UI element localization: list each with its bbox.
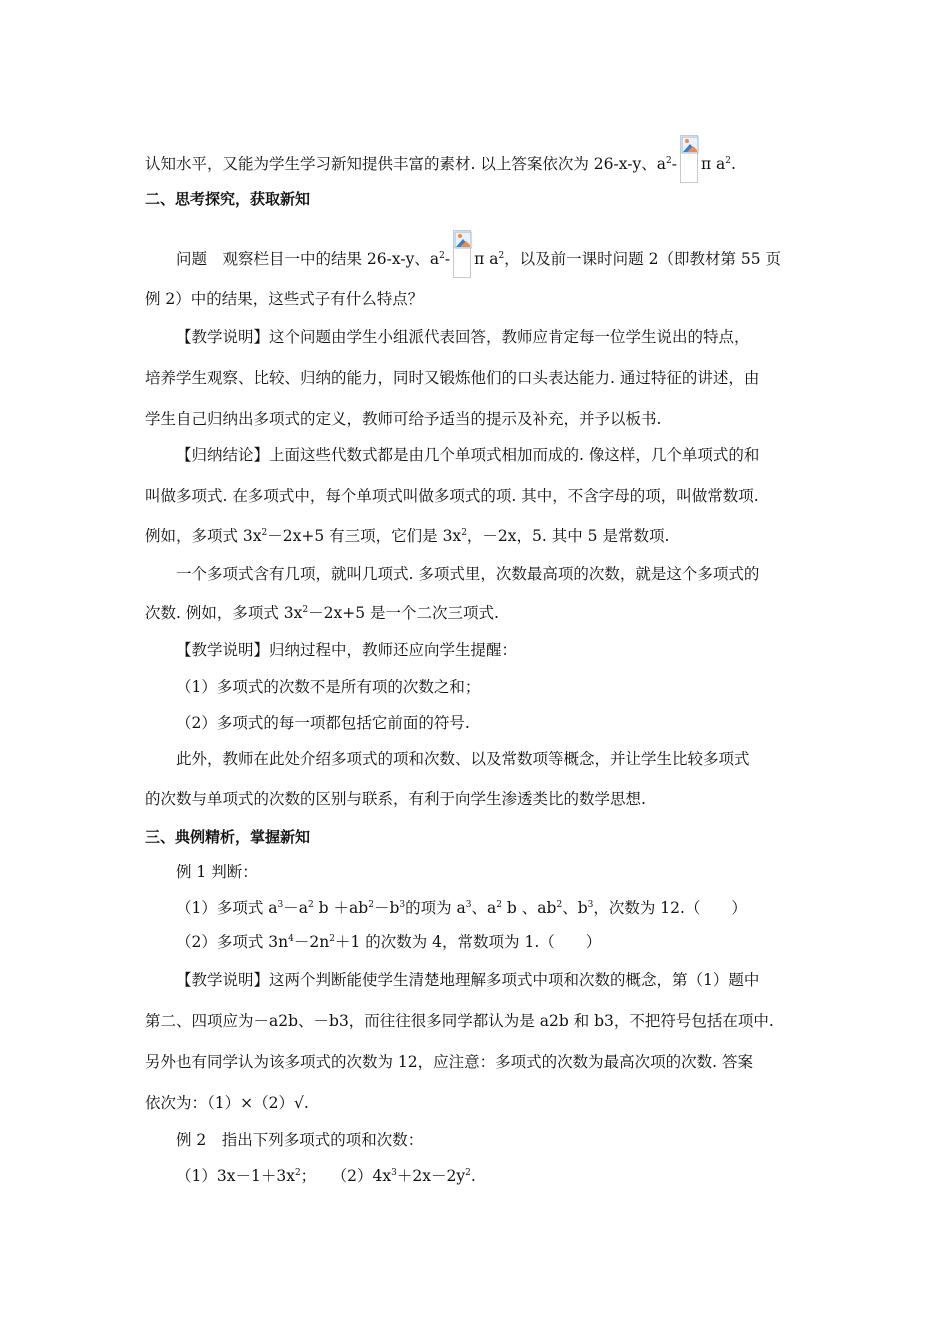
list-item: （1）多项式的次数不是所有项的次数之和； (176, 678, 481, 696)
paragraph-line: 学生自己归纳出多项式的定义，教师可给予适当的提示及补充，并予以板书. (145, 410, 662, 428)
paragraph-line: 【归纳结论】上面这些代数式都是由几个单项式相加而成的. 像这样，几个单项式的和 (176, 446, 760, 464)
paragraph-line: 问题 观察栏目一中的结果 26-x-y、$a^2-$ π $a^2$，以及前一课时问题 2（即教材第 55 页 (176, 236, 816, 284)
paragraph-line: 的次数与单项式的次数的区别与联系，有利于向学生渗透类比的数学思想. (145, 790, 646, 808)
list-item: $(1)3x-1+3x^2$； $(2)4x^3+2x-2y^2$. (176, 1167, 476, 1185)
paragraph-line: 第二、四项应为－a2b、－b3，而往往很多同学都认为是 a2b 和 b3，不把符号包括在项中. (145, 1012, 774, 1030)
paragraph-line: 【教学说明】这个问题由学生小组派代表回答，教师应肯定每一位学生说出的特点， (176, 328, 750, 346)
paragraph-line: 例 1 判断： (176, 863, 258, 881)
section-heading: 二、思考探究，获取新知 (145, 190, 311, 208)
paragraph-line: 一个多项式含有几项，就叫几项式. 多项式里，次数最高项的次数，就是这个多项式的 (176, 565, 760, 583)
list-item: （2）多项式 $3n^4-2n^2+1$ 的次数为 4，常数项为 1.（ ） (176, 933, 602, 951)
paragraph-line: 例 2）中的结果，这些式子有什么特点？ (145, 290, 424, 308)
paragraph-line: 【教学说明】归纳过程中，教师还应向学生提醒： (176, 641, 518, 659)
list-item: （2）多项式的每一项都包括它前面的符号. (176, 714, 470, 732)
section-heading: 三、典例精析，掌握新知 (145, 828, 311, 846)
paragraph-line: 叫做多项式. 在多项式中，每个单项式叫做多项式的项. 其中，不含字母的项，叫做常数项. (145, 487, 759, 505)
paragraph-line: 认知水平，又能为学生学习新知提供丰富的素材. 以上答案依次为 26-x-y、$a^2-$ π $a^2$. (145, 141, 815, 189)
list-item: （1）多项式 $a^3-a^2$ $b +ab^2-b^3$的项为 $a^3$、$a^2$ b 、$ab^2$、$b^3$，次数为 12.（ ） (176, 899, 747, 917)
paragraph-line: 次数. 例如，多项式 $3x^2-2x+5$ 是一个二次三项式. (145, 604, 499, 622)
paragraph-line: 另外也有同学认为该多项式的次数为 12，应注意：多项式的次数为最高次项的次数. 答案 (145, 1053, 754, 1071)
paragraph-line: 此外，教师在此处介绍多项式的项和次数、以及常数项等概念，并让学生比较多项式 (176, 750, 750, 768)
paragraph-line: 依次为：（1）×（2）√. (145, 1094, 309, 1112)
paragraph-line: 培养学生观察、比较、归纳的能力，同时又锻炼他们的口头表达能力. 通过特征的讲述，由 (145, 369, 760, 387)
paragraph-line: 例如，多项式 $3x^2-2x+5$ 有三项，它们是 $3x^2$，－2x，5. 其中 5 是常数项. (145, 527, 670, 545)
broken-image-icon (680, 135, 698, 183)
paragraph-line: 【教学说明】这两个判断能使学生清楚地理解多项式中项和次数的概念，第（1）题中 (176, 971, 760, 989)
broken-image-icon (453, 230, 471, 278)
paragraph-line: 例 2 指出下列多项式的项和次数： (176, 1131, 424, 1149)
